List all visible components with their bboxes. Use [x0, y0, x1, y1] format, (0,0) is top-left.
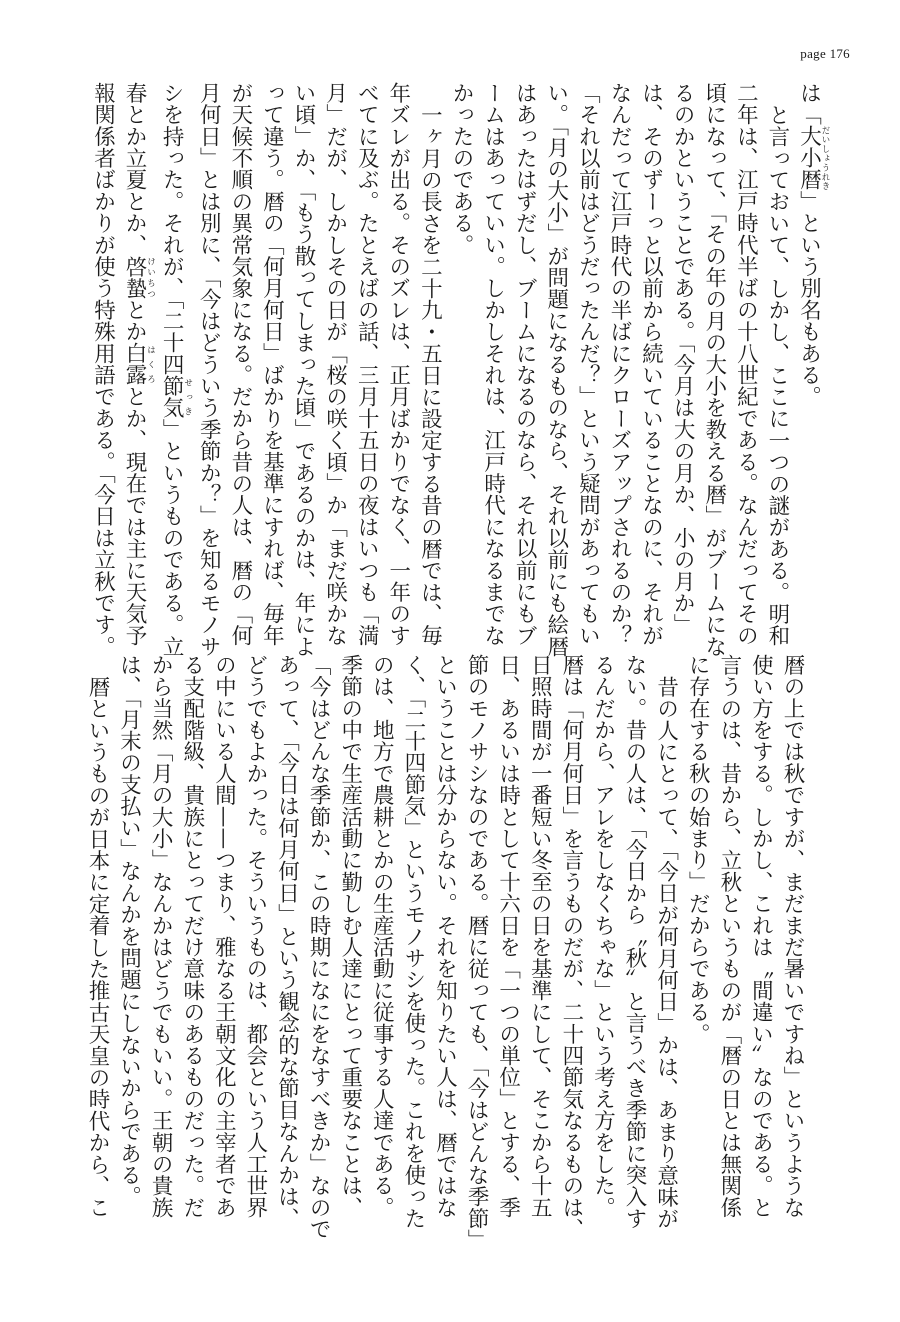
text-column: かったのである。: [448, 82, 474, 256]
text-column: は、そのずーっと以前から続いていることなのに、それが: [638, 82, 664, 647]
ruby-annotation: だいしょうれき: [820, 125, 830, 191]
upper-text-block: [87, 82, 830, 658]
text-column: 暦というものが日本に定着した推古天皇の時代から、こ: [84, 675, 110, 1218]
text-column: 季節の中で生産活動に勤しむ人達にとって重要なことは、: [337, 654, 363, 1219]
text-column: 春とか立夏とか、啓蟄けいちつとか白露はくろとか、現在では主に天気予: [122, 82, 156, 647]
text-column: 二年は、江戸時代半ばの十八世紀である。なんだってその: [733, 82, 759, 647]
text-column: のは、地方で農耕とかの生産活動に従事する人達である。: [369, 654, 395, 1219]
text-column: の中にいる人間——つまり、雅なる王朝文化の主宰者であ: [211, 654, 237, 1219]
text-column: は、「月末の支払い」なんかを問題にしないからである。: [116, 654, 142, 1208]
text-column: るんだから、アレをしなくちゃな」という考え方をした。: [590, 654, 616, 1219]
page-number: page 176: [800, 46, 850, 61]
text-column: は「大小暦だいしょうれき」という別名もある。: [796, 82, 830, 408]
text-column: あって、「今日は何月何日」という観念的な節目なんかは、: [274, 654, 300, 1230]
text-column: ームはあっていい。しかしそれは、江戸時代になるまでな: [480, 82, 506, 647]
text-column: る支配階級、貴族にとってだけ意味のあるものだった。だ: [179, 654, 205, 1219]
text-column: 暦は「何月何日」を言うものだが、二十四節気なるものは、: [558, 654, 584, 1240]
text-column: ない。昔の人は、「今日から〝秋〟と言うべき季節に突入す: [622, 654, 648, 1230]
text-column: シを持った。それが、「二十四節気せっき」というものである。立: [159, 82, 193, 658]
text-column: と言っておいて、しかし、ここに一つの謎がある。明和: [764, 103, 790, 646]
text-column: 「それ以前はどうだったんだ？」という疑問があってもい: [575, 82, 601, 647]
text-column: 「今はどんな季節か、この時期になにをなすべきか」なので: [306, 654, 332, 1240]
text-column: って違う。暦の「何月何日」ばかりを基準にすれば、毎年: [259, 82, 285, 647]
ruby-annotation: けいちつ: [145, 255, 156, 300]
text-column: 一ヶ月の長さを二十九・五日に設定する昔の暦では、毎: [417, 103, 443, 646]
text-column: なんだって江戸時代の半ばにクローズアップされるのか？: [606, 82, 632, 647]
text-column: 年ズレが出る。そのズレは、正月ばかりでなく、一年のす: [385, 82, 411, 647]
text-column: い頃」か、「もう散ってしまった頃」であるのかは、年によ: [291, 82, 316, 658]
text-column: はあったはずだし、ブームになるのなら、それ以前にもブ: [512, 82, 538, 647]
ruby-annotation: はくろ: [145, 342, 156, 386]
text-column: 使い方をする。しかし、これは〝間違い〟なのである。と: [748, 654, 774, 1219]
text-column: い。「月の大小」が問題になるものなら、それ以前にも絵暦: [543, 82, 569, 658]
text-column: 月何日」とは別に、「今はどういう季節か？」を知るモノサ: [196, 82, 222, 658]
text-column: から当然「月の大小」なんかはどうでもいい。王朝の貴族: [148, 654, 174, 1219]
text-column: 暦の上では秋ですが、まだまだ暑いですね」というような: [780, 654, 805, 1219]
text-column: 節のモノサシなのである。暦に従っても、「今はどんな季節」: [464, 654, 490, 1251]
text-column: 昔の人にとって、「今日が何月何日」かは、あまり意味が: [653, 675, 679, 1229]
text-column: 日、あるいは時として十六日を「一つの単位」とする、季: [495, 654, 521, 1219]
text-column: どうでもよかった。そういうものは、都会という人工世界: [242, 654, 268, 1219]
text-column: 日照時間が一番短い冬至の日を基準にして、そこから十五: [527, 654, 553, 1219]
text-column: 言うのは、昔から、立秋というものが「暦の日とは無関係: [716, 654, 742, 1219]
text-column: るのかということである。「今月は大の月か、小の月か」: [670, 82, 696, 636]
text-column: 月」だが、しかしその日が「桜の咲く頃」か「まだ咲かな: [322, 82, 348, 647]
text-column: く、「二十四節気」というモノサシを使った。これを使った: [400, 654, 426, 1230]
text-column: べてに及ぶ。たとえばの話、三月十五日の夜はいつも「満: [354, 82, 380, 647]
text-column: ということは分からない。それを知りたい人は、暦ではな: [432, 654, 458, 1219]
text-column: 頃になって、「その年の月の大小を教える暦」がブームにな: [701, 82, 727, 658]
text-column: が天候不順の異常気象になる。だから昔の人は、暦の「何: [227, 82, 253, 647]
text-column: 報関係者ばかりが使う特殊用語である。「今日は立秋です。: [90, 82, 116, 658]
text-column: に存在する秋の始まり」だからである。: [685, 654, 711, 1045]
ruby-annotation: せっき: [182, 375, 193, 419]
lower-text-block: [81, 654, 808, 1251]
